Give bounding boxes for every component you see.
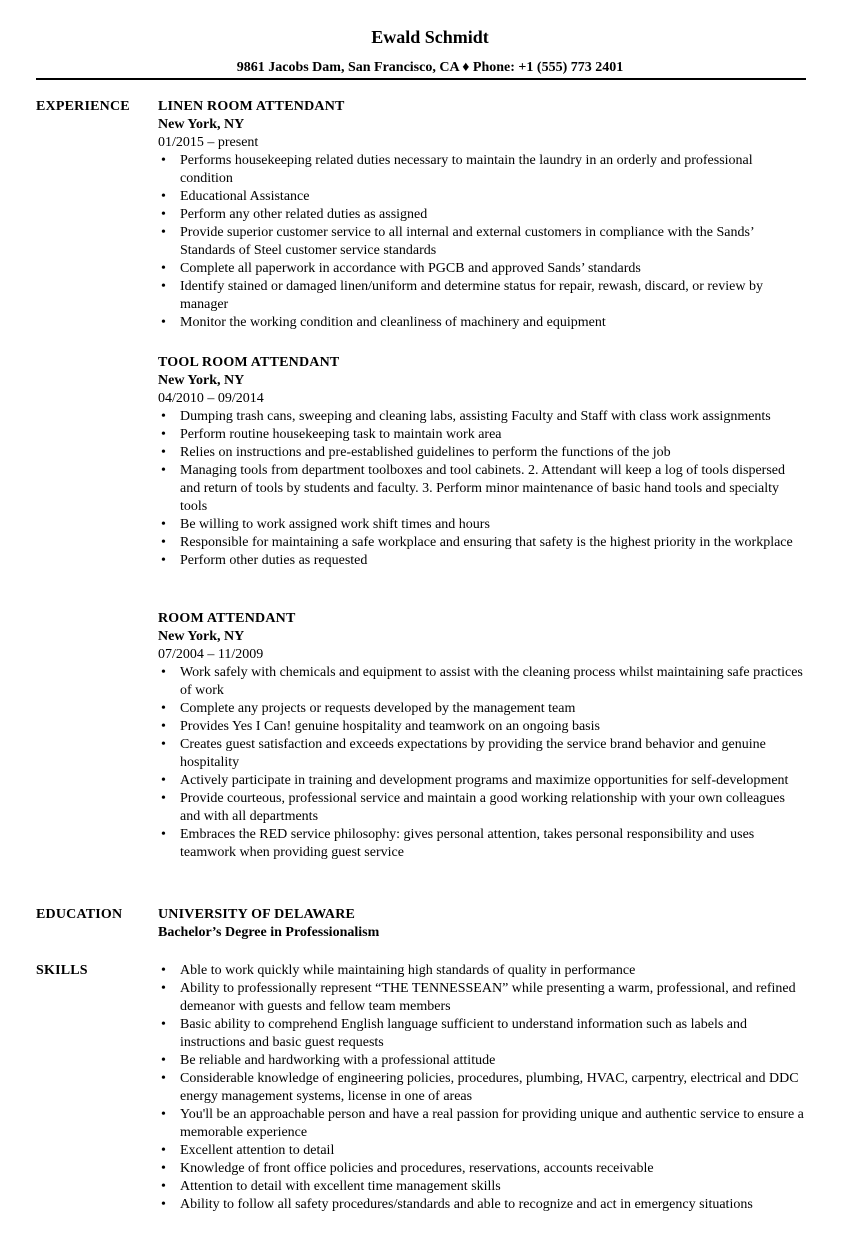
- list-item: • Responsible for maintaining a safe workplace and ensuring that safety is the highest priority in the workplace: [161, 535, 793, 550]
- job-entry: [158, 98, 808, 332]
- job-location: New York, NY: [158, 629, 245, 644]
- list-item: • Ability to follow all safety procedures/standards and able to recognize and act in emergency situations: [161, 1197, 753, 1212]
- list-item: • Basic ability to comprehend English language sufficient to understand information such as labels and instructions and basic guest requests: [161, 1017, 747, 1050]
- experience-heading: EXPERIENCE: [36, 99, 130, 114]
- list-item: • Provides Yes I Can! genuine hospitality and teamwork on an ongoing basis: [161, 719, 600, 734]
- list-item: • Dumping trash cans, sweeping and cleaning labs, assisting Faculty and Staff with class work assignments: [161, 409, 771, 424]
- list-item: • Perform routine housekeeping task to maintain work area: [161, 427, 502, 442]
- candidate-name: Ewald Schmidt: [371, 27, 489, 47]
- list-item: • Monitor the working condition and cleanliness of machinery and equipment: [161, 315, 606, 330]
- list-item: • Considerable knowledge of engineering policies, procedures, plumbing, HVAC, carpentry, electrical and DDC energy management systems, license in one of areas: [161, 1071, 799, 1104]
- job-entry: [158, 610, 808, 862]
- education-entry: [158, 906, 808, 942]
- list-item: • Educational Assistance: [161, 189, 310, 204]
- header-divider: [36, 78, 806, 80]
- list-item: • Complete all paperwork in accordance with PGCB and approved Sands’ standards: [161, 261, 641, 276]
- job-bullets: [158, 408, 808, 570]
- list-item: • Ability to professionally represent “THE TENNESSEAN” while presenting a warm, professional, and refined demeanor with guests and fellow team members: [161, 981, 796, 1014]
- job-bullets: [158, 664, 808, 862]
- degree: Bachelor’s Degree in Professionalism: [158, 925, 380, 940]
- list-item: • Attention to detail with excellent time management skills: [161, 1179, 501, 1194]
- list-item: • Be willing to work assigned work shift times and hours: [161, 517, 490, 532]
- list-item: • Provide courteous, professional service and maintain a good working relationship with your own colleagues and with all departments: [161, 791, 785, 824]
- job-dates: 01/2015 – present: [158, 135, 259, 150]
- list-item: • Be reliable and hardworking with a professional attitude: [161, 1053, 496, 1068]
- list-item: • Excellent attention to detail: [161, 1143, 335, 1158]
- list-item: • Perform any other related duties as assigned: [161, 207, 428, 222]
- list-item: • Complete any projects or requests developed by the management team: [161, 701, 576, 716]
- job-title: LINEN ROOM ATTENDANT: [158, 99, 345, 114]
- list-item: • Identify stained or damaged linen/uniform and determine status for repair, rewash, discard, or review by manager: [161, 279, 763, 312]
- list-item: • Perform other duties as requested: [161, 553, 368, 568]
- job-dates: 04/2010 – 09/2014: [158, 391, 264, 406]
- skills-list: [158, 962, 808, 1214]
- job-title: ROOM ATTENDANT: [158, 611, 296, 626]
- job-location: New York, NY: [158, 373, 245, 388]
- list-item: • You'll be an approachable person and have a real passion for providing unique and authentic service to ensure a memorable experience: [161, 1107, 804, 1140]
- list-item: • Knowledge of front office policies and procedures, reservations, accounts receivable: [161, 1161, 654, 1176]
- list-item: • Able to work quickly while maintaining high standards of quality in performance: [161, 963, 636, 978]
- list-item: • Performs housekeeping related duties necessary to maintain the laundry in an orderly and professional condition: [161, 153, 753, 186]
- list-item: • Managing tools from department toolboxes and tool cabinets. 2. Attendant will keep a log of tools dispersed and return of tools by students and faculty. 3. Perform minor maintenance of basic hand tools and specialty tools: [161, 463, 785, 514]
- job-title: TOOL ROOM ATTENDANT: [158, 355, 340, 370]
- school-name: UNIVERSITY OF DELAWARE: [158, 907, 356, 922]
- job-bullets: [158, 152, 808, 332]
- list-item: • Creates guest satisfaction and exceeds expectations by providing the service brand behavior and genuine hospitality: [161, 737, 766, 770]
- contact-line: 9861 Jacobs Dam, San Francisco, CA ♦ Phone: +1 (555) 773 2401: [236, 60, 624, 75]
- job-entry: [158, 354, 808, 570]
- skills-entry: [158, 962, 808, 1214]
- list-item: • Embraces the RED service philosophy: gives personal attention, takes personal responsibility and uses teamwork when providing guest service: [161, 827, 755, 860]
- job-dates: 07/2004 – 11/2009: [158, 647, 264, 662]
- education-heading: EDUCATION: [36, 907, 123, 922]
- skills-heading: SKILLS: [36, 963, 88, 978]
- list-item: • Actively participate in training and development programs and maximize opportunities for self-development: [161, 773, 789, 788]
- list-item: • Work safely with chemicals and equipment to assist with the cleaning process whilst maintaining safe practices of work: [161, 665, 803, 698]
- list-item: • Relies on instructions and pre-established guidelines to perform the functions of the job: [161, 445, 671, 460]
- list-item: • Provide superior customer service to all internal and external customers in compliance with the Sands’ Standards of Steel customer service standards: [161, 225, 754, 258]
- job-location: New York, NY: [158, 117, 245, 132]
